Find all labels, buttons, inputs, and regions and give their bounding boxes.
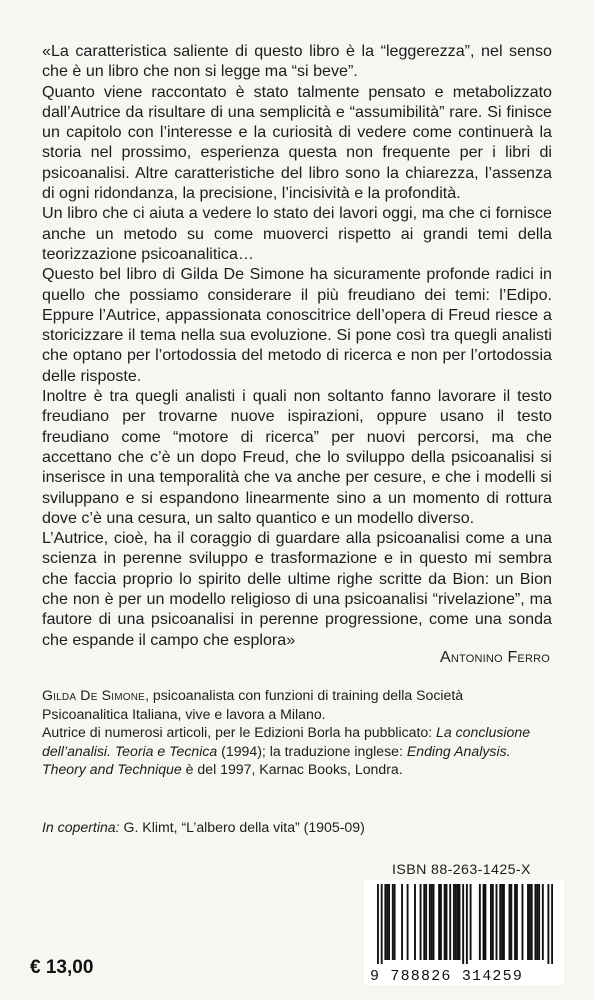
barcode-bars	[377, 884, 553, 964]
barcode-bar	[551, 884, 553, 964]
bio-line2: Autrice di numerosi articoli, per le Edizioni Borla ha pubblicato:	[42, 724, 437, 741]
barcode-bar	[536, 884, 538, 960]
bio-line1: , psicoanalista con funzioni di training della Società Psicoanalitica Italiana, vive e lavora a Milano.	[42, 687, 464, 722]
barcode-bar	[470, 884, 472, 960]
blurb-quote	[42, 41, 552, 650]
barcode-bar	[503, 884, 505, 960]
barcode-bar	[384, 884, 386, 960]
barcode-bar	[386, 884, 388, 960]
barcode-bar	[381, 884, 383, 964]
bio-year: (1994); la traduzione inglese:	[217, 742, 407, 759]
quote-paragraph: Un libro che ci aiuta a vedere lo stato dei lavori oggi, ma che ci fornisce anche un metodo su come muoverci rispetto ai grandi temi della teorizzazione psicoanalitica…	[42, 204, 552, 263]
barcode-bar	[527, 884, 529, 960]
bio-paragraph-1	[42, 686, 552, 723]
barcode-bar	[388, 884, 390, 960]
barcode-bar	[457, 884, 459, 960]
barcode-bar	[466, 884, 468, 964]
barcode-bar	[401, 884, 403, 960]
book-title-en: Ending Analysis. Theory and Technique	[42, 742, 511, 778]
barcode-bar	[484, 884, 486, 960]
barcode-bar	[490, 884, 492, 960]
barcode-bar	[455, 884, 457, 960]
barcode-bar	[496, 884, 498, 960]
barcode-bar	[433, 884, 435, 960]
barcode-bar	[444, 884, 446, 960]
barcode-bar	[522, 884, 524, 960]
ean-number: 9 788826 314259	[370, 968, 524, 985]
quote-paragraph: Quanto viene raccontato è stato talmente pensato e metabolizzato dall’Autrice da risultare di una semplicità e “assumibilità” rare. Si finisce un capitolo con l’interesse e la curiosità di vedere come continuerà la storia nel prossimo, esperienza questa non frequente per i libri di psicoanalisi. Altre caratteristiche del libro sono la chiarezza, l’assenza di ogni ridondanza, la precisione, l’incisività e la profondità.	[42, 82, 552, 203]
price: € 13,00	[30, 957, 94, 978]
barcode-bar	[425, 884, 427, 960]
barcode-bar	[438, 884, 440, 960]
bio-end: è del 1997, Karnac Books, Londra.	[181, 761, 403, 778]
bio-paragraph-2	[42, 723, 552, 779]
book-title-it: La conclusione dell’analisi. Teoria e Tecnica	[42, 724, 531, 759]
barcode-bar	[499, 884, 501, 960]
barcode-bar	[459, 884, 461, 960]
caption-label: In copertina:	[42, 819, 120, 835]
quote-paragraph: Inoltre è tra quegli analisti i quali non soltanto fanno lavorare il testo freudiano per trovarne nuove ispirazioni, oppure usano il testo freudiano come “motore di ricerca” per nuovi percorsi, ma che accettano che c’è un dopo Freud, che lo sviluppo della psicoanalisi si inserisce in una temporalità che va anche per cesure, e che i modelli si sviluppano e si espandono linearmente sino a un momento di rottura dove c’è una cesura, un salto quantico e un modello diverso.	[42, 387, 552, 527]
barcode-bar	[377, 884, 379, 964]
barcode-bar	[431, 884, 433, 960]
barcode-bar	[509, 884, 511, 960]
barcode-bar	[492, 884, 494, 960]
barcode-bar	[531, 884, 533, 960]
barcode-bar	[516, 884, 518, 960]
barcode-bar	[538, 884, 540, 960]
barcode-bar	[440, 884, 442, 960]
barcode-bar	[483, 884, 485, 960]
barcode-bar	[534, 884, 536, 960]
barcode-bar	[514, 884, 516, 960]
barcode-bar	[510, 884, 512, 960]
barcode-bar	[420, 884, 422, 960]
barcode-bar	[392, 884, 394, 960]
barcode-bar	[542, 884, 544, 960]
barcode-bar	[479, 884, 481, 960]
barcode-bar	[407, 884, 409, 960]
author-name: Gilda De Simone	[42, 687, 146, 703]
quote-paragraph: L’Autrice, cioè, ha il coraggio di guardare alla psicoanalisi come a una scienza in perenne sviluppo e trasformazione e in questo mi sembra che faccia proprio lo spirito delle ultime righe scritte da Bion: un Bion che non è per un modello religioso di una psicoanalisi “rivelazione”, ma fautore di una psicoanalisi in perenne progressione, come una sonda che espande il campo che esplora»	[42, 529, 552, 649]
barcode-bar	[423, 884, 425, 960]
barcode-bar	[414, 884, 416, 960]
quote-paragraph: «La caratteristica saliente di questo libro è la “leggerezza”, nel senso che è un libro che non si legge ma “si beve”.	[42, 42, 552, 81]
isbn-label: ISBN 88-263-1425-X	[392, 862, 531, 878]
quote-paragraph: Questo bel libro di Gilda De Simone ha sicuramente profonde radici in quello che possiamo considerare il più freudiano dei temi: l’Edipo. Eppure l’Autrice, appassionata conoscitrice dell’opera di Freud riesce a storicizzare il tema nella sua evoluzione. Si pone così tra quegli analisti che optano per l’ortodossia del metodo di ricerca e non per l’ortodossia delle risposte.	[42, 265, 552, 385]
author-bio	[42, 686, 552, 779]
quote-signature: Antonino Ferro	[440, 649, 550, 666]
barcode-bar	[547, 884, 549, 964]
barcode-bar	[453, 884, 455, 960]
cover-caption	[42, 818, 552, 837]
barcode-bar	[501, 884, 503, 960]
barcode-bar	[429, 884, 431, 960]
caption-text: G. Klimt, “L’albero della vita” (1905-09)	[119, 819, 365, 835]
barcode-bar	[529, 884, 531, 960]
barcode-bar	[462, 884, 464, 964]
barcode-bar	[449, 884, 451, 960]
barcode-bar	[394, 884, 396, 960]
barcode-bar	[446, 884, 448, 960]
